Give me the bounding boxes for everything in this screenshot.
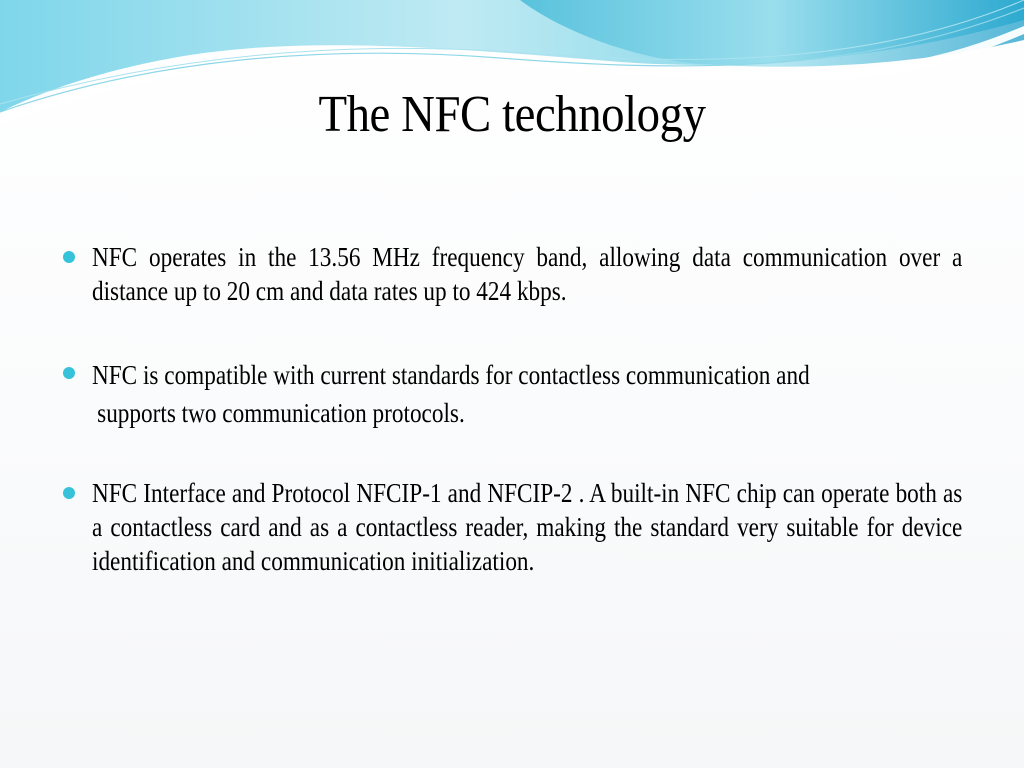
bullet-item: [58, 240, 964, 308]
round-bullet-icon: [63, 367, 75, 379]
bullet-list: [58, 240, 964, 578]
bullet-line: NFC is compatible with current standards for contactless communication and: [92, 360, 810, 390]
round-bullet-icon: [63, 251, 75, 263]
bullet-item: [58, 476, 964, 578]
bullet-text: NFC operates in the 13.56 MHz frequency band, allowing data communication over a distance up to 20 cm and data rates up to 424 kbps.: [92, 242, 963, 306]
bullet-line: supports two communication protocols.: [97, 398, 465, 428]
bullet-text: NFC Interface and Protocol NFCIP-1 and NFCIP-2 . A built-in NFC chip can operate both as a contactless card and as a contactless reader, making the standard very suitable for device identification and communication initialization.: [92, 478, 963, 576]
round-bullet-icon: [63, 487, 75, 499]
slide-title: The NFC technology: [318, 86, 706, 143]
bullet-text: [92, 356, 962, 432]
bullet-item: [58, 356, 964, 432]
